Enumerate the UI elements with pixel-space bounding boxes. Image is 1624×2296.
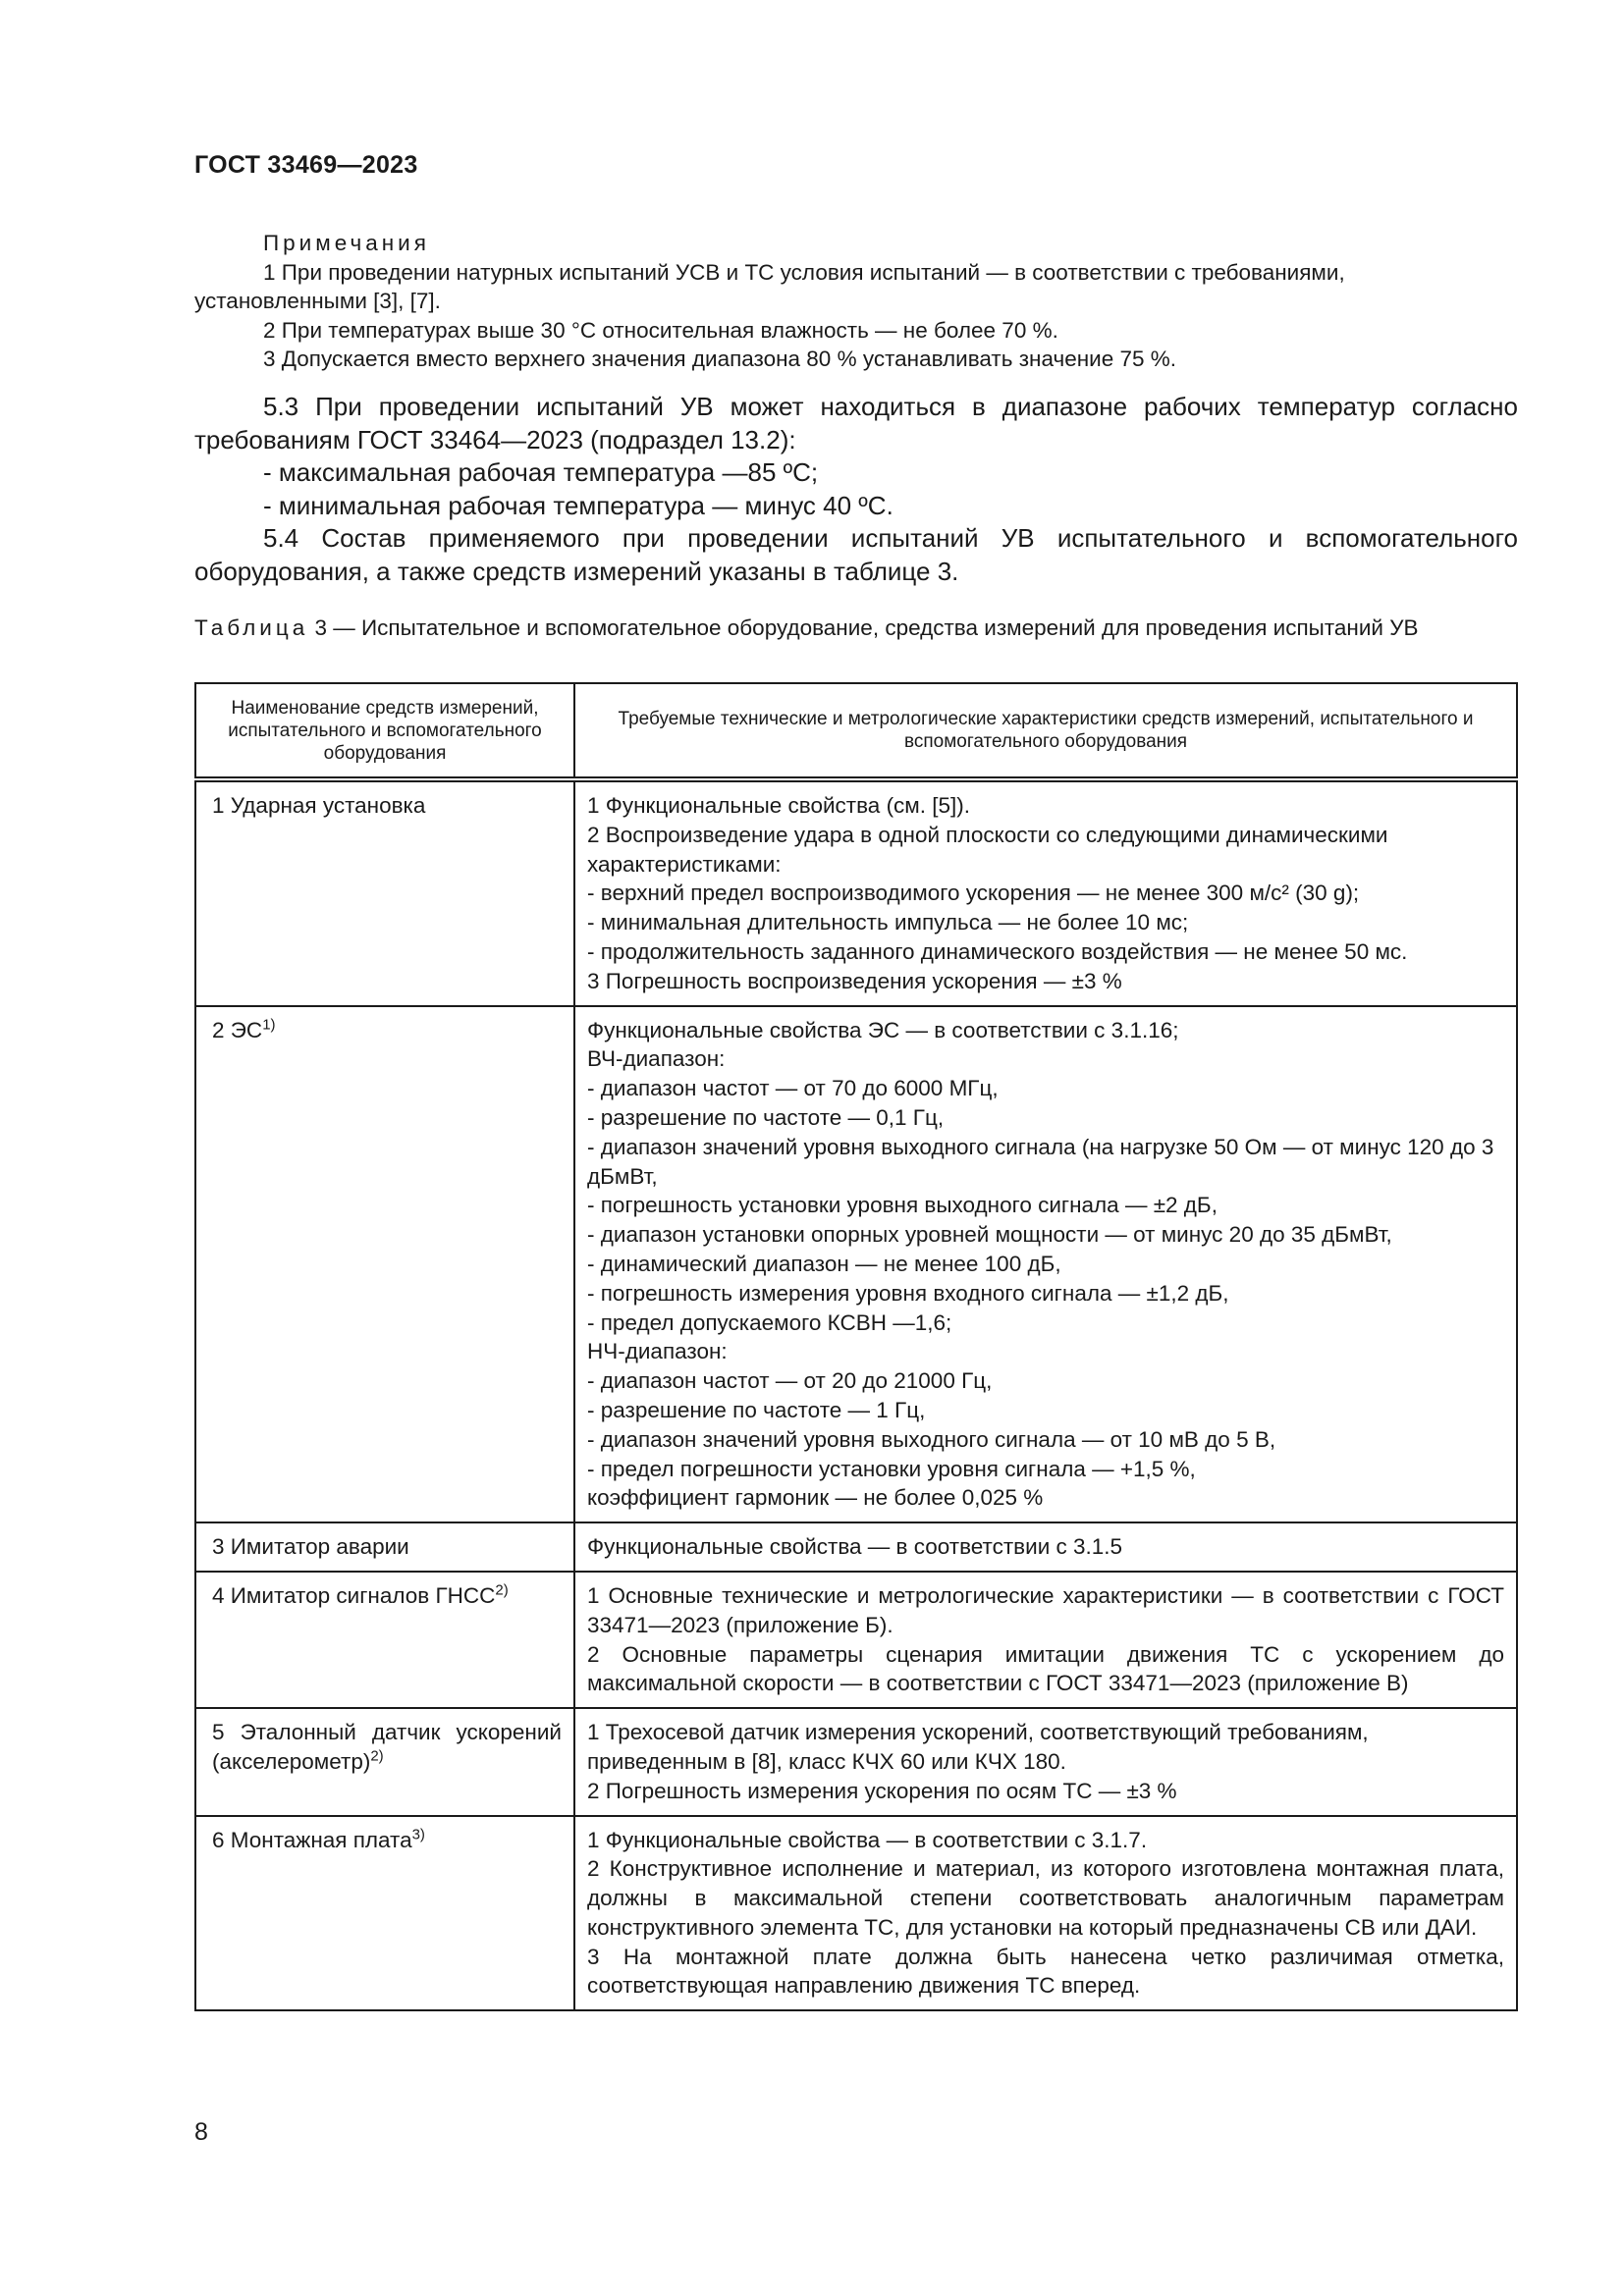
characteristic-line: - предел погрешности установки уровня сигнала — +1,5 %, <box>587 1456 1196 1481</box>
equipment-name: 5 Эталонный датчик ускорений (акселерометр) <box>212 1720 562 1774</box>
characteristic-line: - погрешность измерения уровня входного сигнала — ±1,2 дБ, <box>587 1280 1229 1306</box>
characteristic-line: - диапазон значений уровня выходного сигнала (на нагрузке 50 Ом — от минус 120 до 3 дБмВт, <box>587 1134 1494 1189</box>
characteristic-line: - минимальная длительность импульса — не более 10 мс; <box>587 910 1189 935</box>
characteristic-line: 3 Погрешность воспроизведения ускорения — ±3 % <box>587 968 1122 993</box>
characteristics-cell <box>574 1006 1517 1523</box>
note-item: 3 Допускается вместо верхнего значения диапазона 80 % устанавливать значение 75 %. <box>263 347 1177 371</box>
note-item: 1 При проведении натурных испытаний УСВ и ТС условия испытаний — в соответствии с требованиями, установленными [3], [7]. <box>194 259 1345 313</box>
table-header-row <box>195 683 1517 779</box>
equipment-name-cell <box>195 779 574 1006</box>
characteristic-line: - диапазон установки опорных уровней мощности — от минус 20 до 35 дБмВт, <box>587 1222 1392 1248</box>
equipment-table <box>194 682 1518 2011</box>
table-row <box>195 1816 1517 2011</box>
characteristic-line: ВЧ-диапазон: <box>587 1046 726 1072</box>
characteristics-cell <box>574 1816 1517 2011</box>
section-5-3-item: - минимальная рабочая температура — минус 40 ºС. <box>263 490 893 520</box>
footnote-marker: 1) <box>262 1016 276 1034</box>
characteristic-line: 2 Основные параметры сценария имитации движения ТС с ускорением до максимальной скорости — в соответствии с ГОСТ 33471—2023 (приложение В) <box>587 1641 1504 1696</box>
characteristic-line: НЧ-диапазон: <box>587 1339 728 1364</box>
section-5-3 <box>194 391 1518 588</box>
characteristics-cell <box>574 1708 1517 1815</box>
table-row <box>195 1006 1517 1523</box>
equipment-name-cell <box>195 1816 574 2011</box>
notes-title: Примечания <box>263 231 430 255</box>
characteristic-line: - динамический диапазон — не менее 100 дБ, <box>587 1251 1061 1276</box>
characteristic-line: Функциональные свойства — в соответствии с 3.1.5 <box>587 1534 1123 1560</box>
characteristic-line: 2 Конструктивное исполнение и материал, из которого изготовлена монтажная плата, должны в максимальной степени соответствовать аналогичным параметрам конструктивного элемента ТС, для установки на который предназначены СВ или ДАИ. <box>587 1856 1504 1940</box>
page-number: 8 <box>194 2118 208 2146</box>
characteristic-line: - предел допускаемого КСВН —1,6; <box>587 1309 952 1335</box>
equipment-name: 2 ЭС <box>212 1017 263 1042</box>
footnote-marker: 3) <box>411 1826 425 1842</box>
characteristic-line: 1 Основные технические и метрологические характеристики — в соответствии с ГОСТ 33471—2023 (приложение Б). <box>587 1582 1504 1637</box>
equipment-name-cell <box>195 1572 574 1708</box>
section-5-3-item: - максимальная рабочая температура —85 ºС; <box>263 457 819 487</box>
section-5-4-text: 5.4 Состав применяемого при проведении испытаний УВ испытательного и вспомогательного оборудования, а также средств измерений указаны в таблице 3. <box>194 523 1518 586</box>
equipment-name: 1 Ударная установка <box>212 793 426 818</box>
col-header-characteristics: Требуемые технические и метрологические характеристики средств измерений, испытательного и вспомогательного оборудования <box>574 683 1517 779</box>
characteristic-line: - разрешение по частоте — 1 Гц, <box>587 1397 926 1422</box>
table-caption-text: 3 — Испытательное и вспомогательное оборудование, средства измерений для проведения испытаний УВ <box>308 615 1419 640</box>
notes-block <box>194 229 1518 374</box>
characteristic-line: 2 Воспроизведение удара в одной плоскости со следующими динамическими характеристиками: <box>587 822 1388 877</box>
characteristics-cell <box>574 779 1517 1006</box>
note-item: 2 При температурах выше 30 °C относительная влажность — не более 70 %. <box>263 317 1058 343</box>
equipment-name-cell <box>195 1708 574 1815</box>
characteristic-line: Функциональные свойства ЭС — в соответствии с 3.1.16; <box>587 1017 1179 1042</box>
characteristic-line: 1 Трехосевой датчик измерения ускорений, соответствующий требованиям, приведенным в [8], класс КЧХ 60 или КЧХ 180. <box>587 1720 1369 1774</box>
characteristics-cell <box>574 1572 1517 1708</box>
characteristic-line: 1 Функциональные свойства — в соответствии с 3.1.7. <box>587 1827 1148 1852</box>
equipment-name-cell <box>195 1006 574 1523</box>
characteristic-line: 2 Погрешность измерения ускорения по осям ТС — ±3 % <box>587 1778 1177 1803</box>
section-5-3-text: 5.3 При проведении испытаний УВ может находиться в диапазоне рабочих температур согласно требованиям ГОСТ 33464—2023 (подраздел 13.2): <box>194 392 1518 454</box>
equipment-name-cell <box>195 1522 574 1572</box>
equipment-name: 6 Монтажная плата <box>212 1827 412 1852</box>
table-row <box>195 1708 1517 1815</box>
characteristic-line: 3 На монтажной плате должна быть нанесена четко различимая отметка, соответствующая направлению движения ТС вперед. <box>587 1944 1504 1999</box>
table-row <box>195 779 1517 1006</box>
characteristic-line: - разрешение по частоте — 0,1 Гц, <box>587 1104 945 1130</box>
table-caption-label: Таблица <box>194 615 309 640</box>
equipment-name: 3 Имитатор аварии <box>212 1534 409 1560</box>
equipment-name: 4 Имитатор сигналов ГНСС <box>212 1582 496 1608</box>
table-row <box>195 1522 1517 1572</box>
characteristic-line: - диапазон значений уровня выходного сигнала — от 10 мВ до 5 В, <box>587 1426 1276 1452</box>
characteristic-line: - продолжительность заданного динамического воздействия — не менее 50 мс. <box>587 938 1408 964</box>
col-header-name: Наименование средств измерений, испытательного и вспомогательного оборудования <box>195 683 574 779</box>
table-caption <box>194 614 1518 642</box>
table-row <box>195 1572 1517 1708</box>
characteristic-line: - погрешность установки уровня выходного сигнала — ±2 дБ, <box>587 1193 1218 1218</box>
characteristics-cell <box>574 1522 1517 1572</box>
footnote-marker: 2) <box>495 1581 509 1599</box>
characteristic-line: 1 Функциональные свойства (см. [5]). <box>587 793 971 818</box>
characteristic-line: - верхний предел воспроизводимого ускорения — не менее 300 м/с² (30 g); <box>587 881 1360 906</box>
characteristic-line: коэффициент гармоник — не более 0,025 % <box>587 1485 1044 1511</box>
characteristic-line: - диапазон частот — от 20 до 21000 Гц, <box>587 1368 993 1394</box>
characteristic-line: - диапазон частот — от 70 до 6000 МГц, <box>587 1076 999 1101</box>
footnote-marker: 2) <box>370 1747 384 1765</box>
document-id-header: ГОСТ 33469—2023 <box>194 151 418 179</box>
